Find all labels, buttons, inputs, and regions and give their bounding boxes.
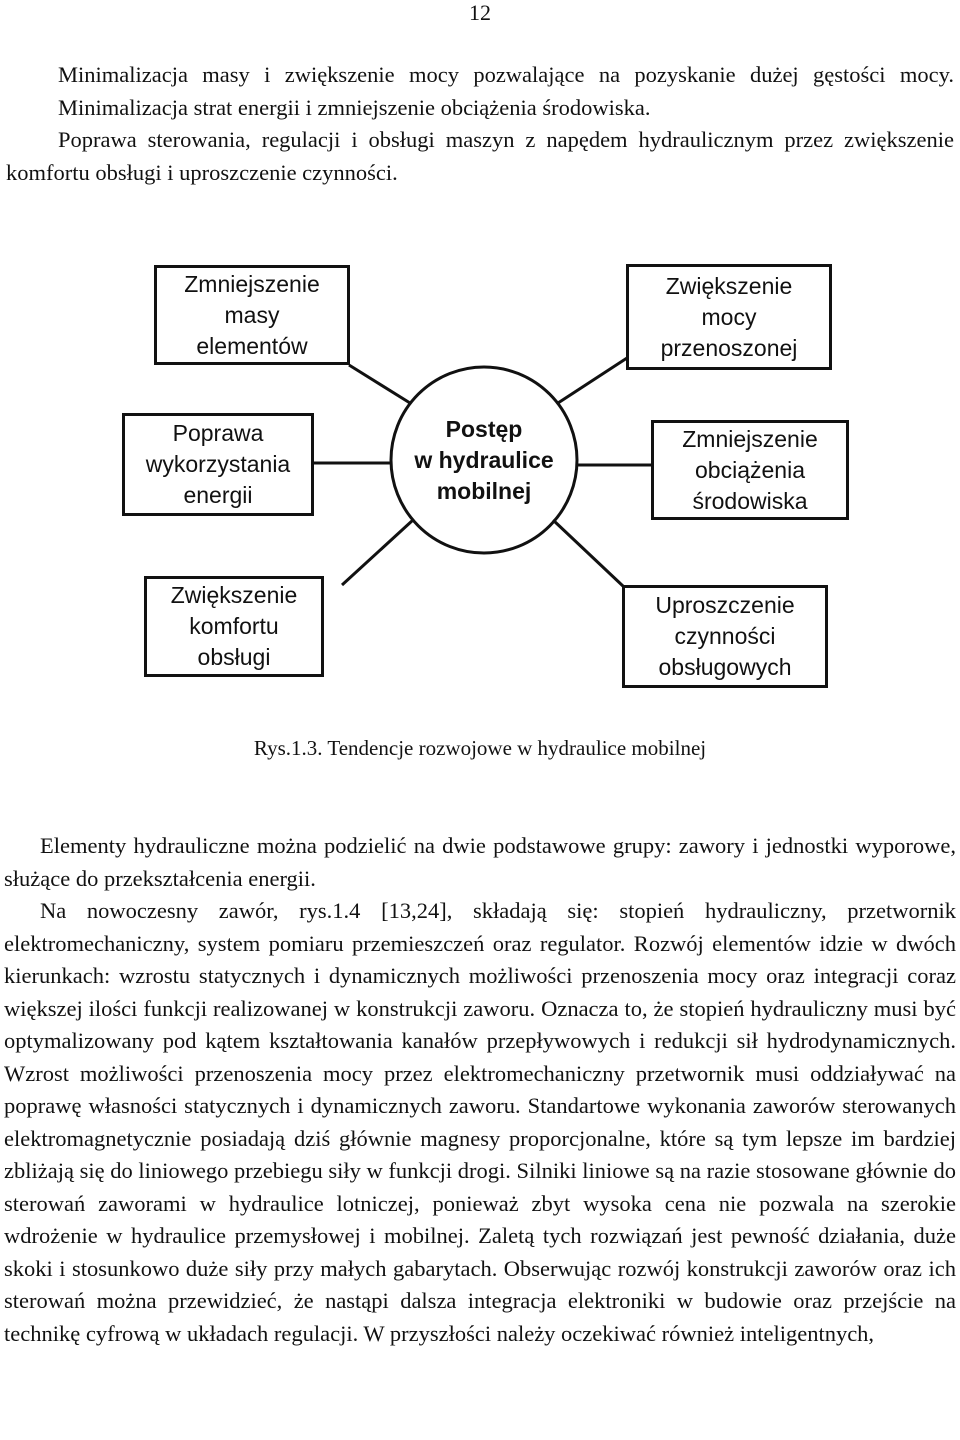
box-increase-power: Zwiększenie mocy przenoszonej (626, 264, 832, 370)
figure-caption: Rys.1.3. Tendencje rozwojowe w hydraulice mobilnej (253, 736, 707, 760)
intro-item-1: Minimalizacja masy i zwiększenie mocy pozwalające na pozyskanie dużej gęstości mocy. (58, 62, 954, 87)
box-simplify-operations: Uproszczenie czynności obsługowych (622, 585, 828, 688)
body-text (4, 830, 956, 1350)
box-operation-comfort: Zwiększenie komfortu obsługi (144, 576, 324, 677)
connector-top-right (558, 358, 627, 403)
center-label: Postęp w hydraulice mobilnej (414, 415, 554, 504)
body-paragraph-2: Na nowoczesny zawór, rys.1.4 [13,24], składają się: stopień hydrauliczny, przetwornik elektromechaniczny, system pomiaru przemieszczeń oraz regulator. Rozwój elementów idzie w dwóch kierunkach: wzrostu statycznych i dynamicznych możliwości przenoszenia mocy oraz integracji coraz większej ilości funkcji realizowanej w konstrukcji zaworu. Oznacza to, że stopień hydrauliczny musi być optymalizowany pod kątem kształtowania kanałów przepływowych i redukcji sił hydrodynamicznych. Wzrost możliwości przenoszenia mocy przez elektromechaniczny przetwornik musi oddziaływać na poprawę własności statycznych i dynamicznych zaworu. Standartowe wykonania zaworów sterowanych elektromagnetycznie posiadają dziś głównie magnesy proporcjonalne, które są tym lepsze im bardziej zbliżają się do liniowego przebiegu siły w funkcji drogi. Silniki liniowe są na razie stosowane głównie do sterowań zaworami w hydraulice lotniczej, ponieważ zbyt wysoka cena nie pozwala na szerokie wdrożenie w hydraulice przemysłowej i mobilnej. Zaletą tych rozwiązań jest pewność działania, duże skoki i stosunkowo duże siły przy małych gabarytach. Obserwując rozwój konstrukcji zaworów oraz ich sterowań można przewidzieć, że nastąpi dalsza integracja elektroniki w budowie oraz przejście na technikę cyfrową w układach regulacji. W przyszłości należy oczekiwać również inteligentnych, (4, 898, 956, 1346)
box-environment-load: Zmniejszenie obciążenia środowiska (651, 420, 849, 520)
intro-item-3: Poprawa sterowania, regulacji i obsługi maszyn z napędem hydraulicznym przez zwiększenie komfortu obsługi i uproszczenie czynności. (6, 127, 954, 185)
box-reduce-mass: Zmniejszenie masy elementów (154, 265, 350, 365)
body-paragraph-1: Elementy hydrauliczne można podzielić na dwie podstawowe grupy: zawory i jednostki wyporowe, służące do przekształcenia energii. (4, 833, 956, 891)
connector-top-left (349, 365, 410, 403)
box-energy-use: Poprawa wykorzystania energii (122, 413, 314, 516)
connector-bottom-right (553, 520, 624, 587)
connector-bottom-left (342, 520, 413, 585)
intro-item-2: Minimalizacja strat energii i zmniejszenie obciążenia środowiska. (58, 94, 651, 120)
page-number: 12 (469, 0, 491, 25)
